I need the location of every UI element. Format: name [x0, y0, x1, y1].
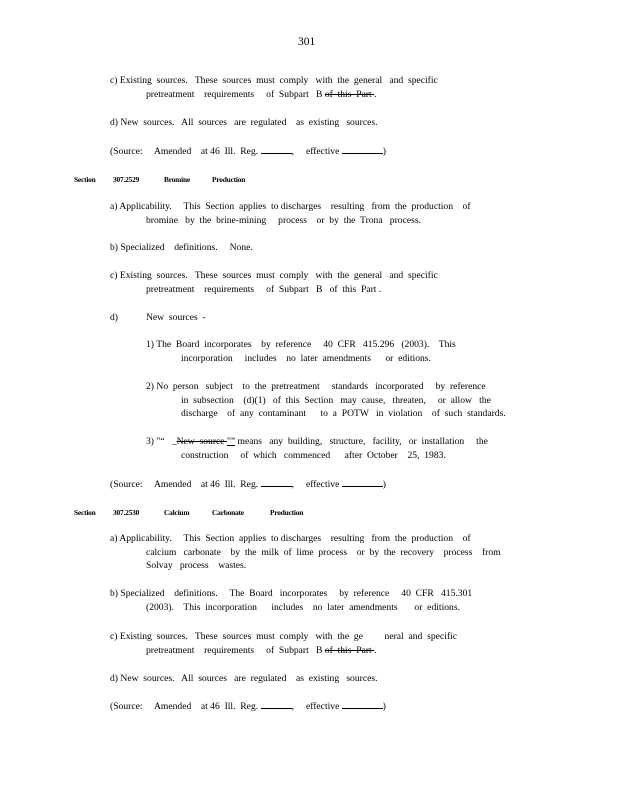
blank-line [342, 478, 383, 487]
source-note: (Source: Amended at 46 Ill. Reg. , effective ) [110, 146, 386, 157]
struck-text: of this Part [324, 89, 375, 100]
d1-line1: 1) The Board incorporates by reference 40 CFR 415.296 (2003). This [146, 339, 456, 350]
existing-sources-c-line2: pretreatment requirements of Subpart B of this Part . [146, 284, 382, 295]
definitions-b-line: b) Specialized definitions. None. [110, 242, 253, 253]
blank-line [261, 478, 292, 487]
source-effective: , effective [291, 146, 340, 157]
text-span: pretreatment requirements of Subpart B [146, 645, 325, 656]
d3-quote: "“ [154, 436, 165, 447]
new-sources-d-line: d) New sources. All sources are regulated as existing sources. [110, 673, 378, 684]
existing-sources-c-line2 [146, 89, 377, 100]
section-title-word: Production [212, 175, 246, 184]
d1-line2: incorporation includes no later amendments or editions. [181, 353, 431, 364]
applicability-a-line1: a) Applicability. This Section applies to discharges resulting from the production of [110, 533, 471, 544]
section-number: 307.2529 [113, 175, 140, 184]
existing-sources-c-line1: c) Existing sources. These sources must comply with the general and specific [110, 270, 438, 281]
d3-rest: means any building, structure, facility, or installation the [235, 436, 488, 447]
existing-sources-c-line2 [146, 645, 377, 656]
d3-num: 3) [146, 436, 154, 447]
section-title-word: Production [270, 508, 304, 517]
d3-quote-close: "” [226, 436, 236, 447]
source-effective: , effective [291, 479, 340, 490]
d2-line2: in subsection (d)(1) of this Section may cause, threaten, or allow the [181, 395, 491, 406]
applicability-a-line1: a) Applicability. This Section applies to discharges resulting from the production of [110, 201, 471, 212]
applicability-a-line2: bromine by the brine-mining process or by the Trona process. [146, 215, 421, 226]
existing-sources-c-line1: c) Existing sources. These sources must comply with the ge neral and specific [110, 631, 457, 642]
blank-line [342, 145, 383, 154]
new-sources-d-text: New sources - [146, 312, 206, 323]
source-text: (Source: Amended at 46 Ill. Reg. [110, 146, 259, 157]
d2-line1: 2) No person subject to the pretreatment standards incorporated by reference [146, 381, 486, 392]
definitions-b-line2: (2003). This incorporation includes no later amendments or editions. [146, 602, 460, 613]
d3-struck-term: New source [176, 436, 227, 447]
page-number: 301 [298, 36, 316, 48]
section-number: 307.2530 [113, 508, 140, 517]
source-text: (Source: Amended at 46 Ill. Reg. [110, 479, 259, 490]
d3-line1 [146, 436, 488, 447]
applicability-a-line2: calcium carbonate by the milk of lime process or by the recovery process from [146, 547, 501, 558]
blank-line [342, 700, 383, 709]
new-sources-d-line: d) New sources. All sources are regulated as existing sources. [110, 117, 378, 128]
applicability-a-line3: Solvay process wastes. [146, 560, 247, 571]
definitions-b-line1: b) Specialized definitions. The Board incorporates by reference 40 CFR 415.301 [110, 588, 473, 599]
source-text: (Source: Amended at 46 Ill. Reg. [110, 701, 259, 712]
source-effective: , effective [291, 701, 340, 712]
new-sources-d-label: d) [110, 312, 118, 323]
section-label: Section [74, 175, 96, 184]
source-note: (Source: Amended at 46 Ill. Reg. , effective ) [110, 479, 386, 490]
struck-text: of this Part [324, 645, 375, 656]
section-title-word: Bromine [164, 175, 190, 184]
text-span: . [374, 89, 377, 100]
blank-line [261, 700, 292, 709]
existing-sources-c-line1: c) Existing sources. These sources must comply with the general and specific [110, 75, 438, 86]
d3-line2: construction of which commenced after October 25, 1983. [181, 450, 446, 461]
text-span: . [374, 645, 377, 656]
blank-line [261, 145, 292, 154]
section-title-word: Calcium [164, 508, 190, 517]
d3-dash: _ [164, 436, 177, 447]
text-span: pretreatment requirements of Subpart B [146, 89, 325, 100]
section-label: Section [74, 508, 96, 517]
section-title-word: Carbonate [212, 508, 244, 517]
d2-line3: discharge of any contaminant to a POTW in violation of such standards. [181, 408, 506, 419]
source-note: (Source: Amended at 46 Ill. Reg. , effective ) [110, 701, 386, 712]
